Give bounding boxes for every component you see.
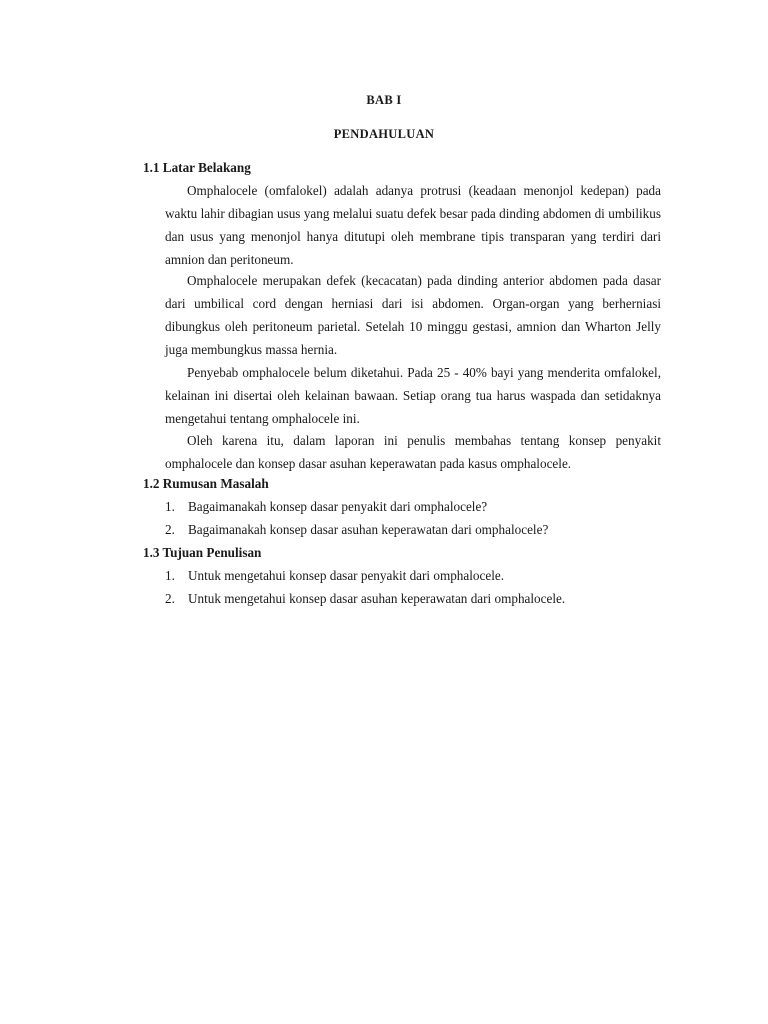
paragraph-4: Oleh karena itu, dalam laporan ini penulis membahas tentang konsep penyakit omphalocele dan konsep dasar asuhan keperawatan pada kasus omphalocele. (165, 433, 661, 471)
chapter-title: PENDAHULUAN (333, 127, 435, 141)
list-item-number: 1. (165, 568, 175, 583)
list-item-text: Untuk mengetahui konsep dasar asuhan keperawatan dari omphalocele. (188, 591, 566, 606)
list-item (165, 522, 548, 538)
paragraph-3: Penyebab omphalocele belum diketahui. Pada 25 - 40% bayi yang menderita omfalokel, kelainan ini disertai oleh kelainan bawaan. Setiap orang tua harus waspada dan setidaknya mengetahui tentang omphalocele ini. (165, 365, 661, 426)
list-item-text: Bagaimanakah konsep dasar penyakit dari omphalocele? (188, 499, 488, 514)
paragraph-2: Omphalocele merupakan defek (kecacatan) pada dinding anterior abdomen pada dasar dari umbilical cord dengan herniasi dari isi abdomen. Organ-organ yang berherniasi dibungkus oleh peritoneum parietal. Setelah 10 minggu gestasi, amnion dan Wharton Jelly juga membungkus massa hernia. (165, 273, 661, 357)
list-item-number: 2. (165, 522, 175, 537)
list-item (165, 568, 504, 584)
list-item-text: Bagaimanakah konsep dasar asuhan keperawatan dari omphalocele? (188, 522, 549, 537)
section-heading-tujuan-penulisan: 1.3 Tujuan Penulisan (143, 545, 262, 560)
chapter-label: BAB I (366, 93, 402, 107)
list-item-number: 2. (165, 591, 175, 606)
paragraph-1: Omphalocele (omfalokel) adalah adanya protrusi (keadaan menonjol kedepan) pada waktu lahir dibagian usus yang melalui suatu defek besar pada dinding abdomen di umbilikus dan usus yang menonjol hanya ditutupi oleh membrane tipis transparan yang terdiri dari amnion dan peritoneum. (165, 183, 661, 267)
list-item-text: Untuk mengetahui konsep dasar penyakit dari omphalocele. (188, 568, 505, 583)
list-item (165, 499, 487, 515)
section-heading-rumusan-masalah: 1.2 Rumusan Masalah (143, 476, 269, 491)
list-item-number: 1. (165, 499, 175, 514)
list-item (165, 591, 565, 607)
section-heading-latar-belakang: 1.1 Latar Belakang (143, 160, 251, 175)
